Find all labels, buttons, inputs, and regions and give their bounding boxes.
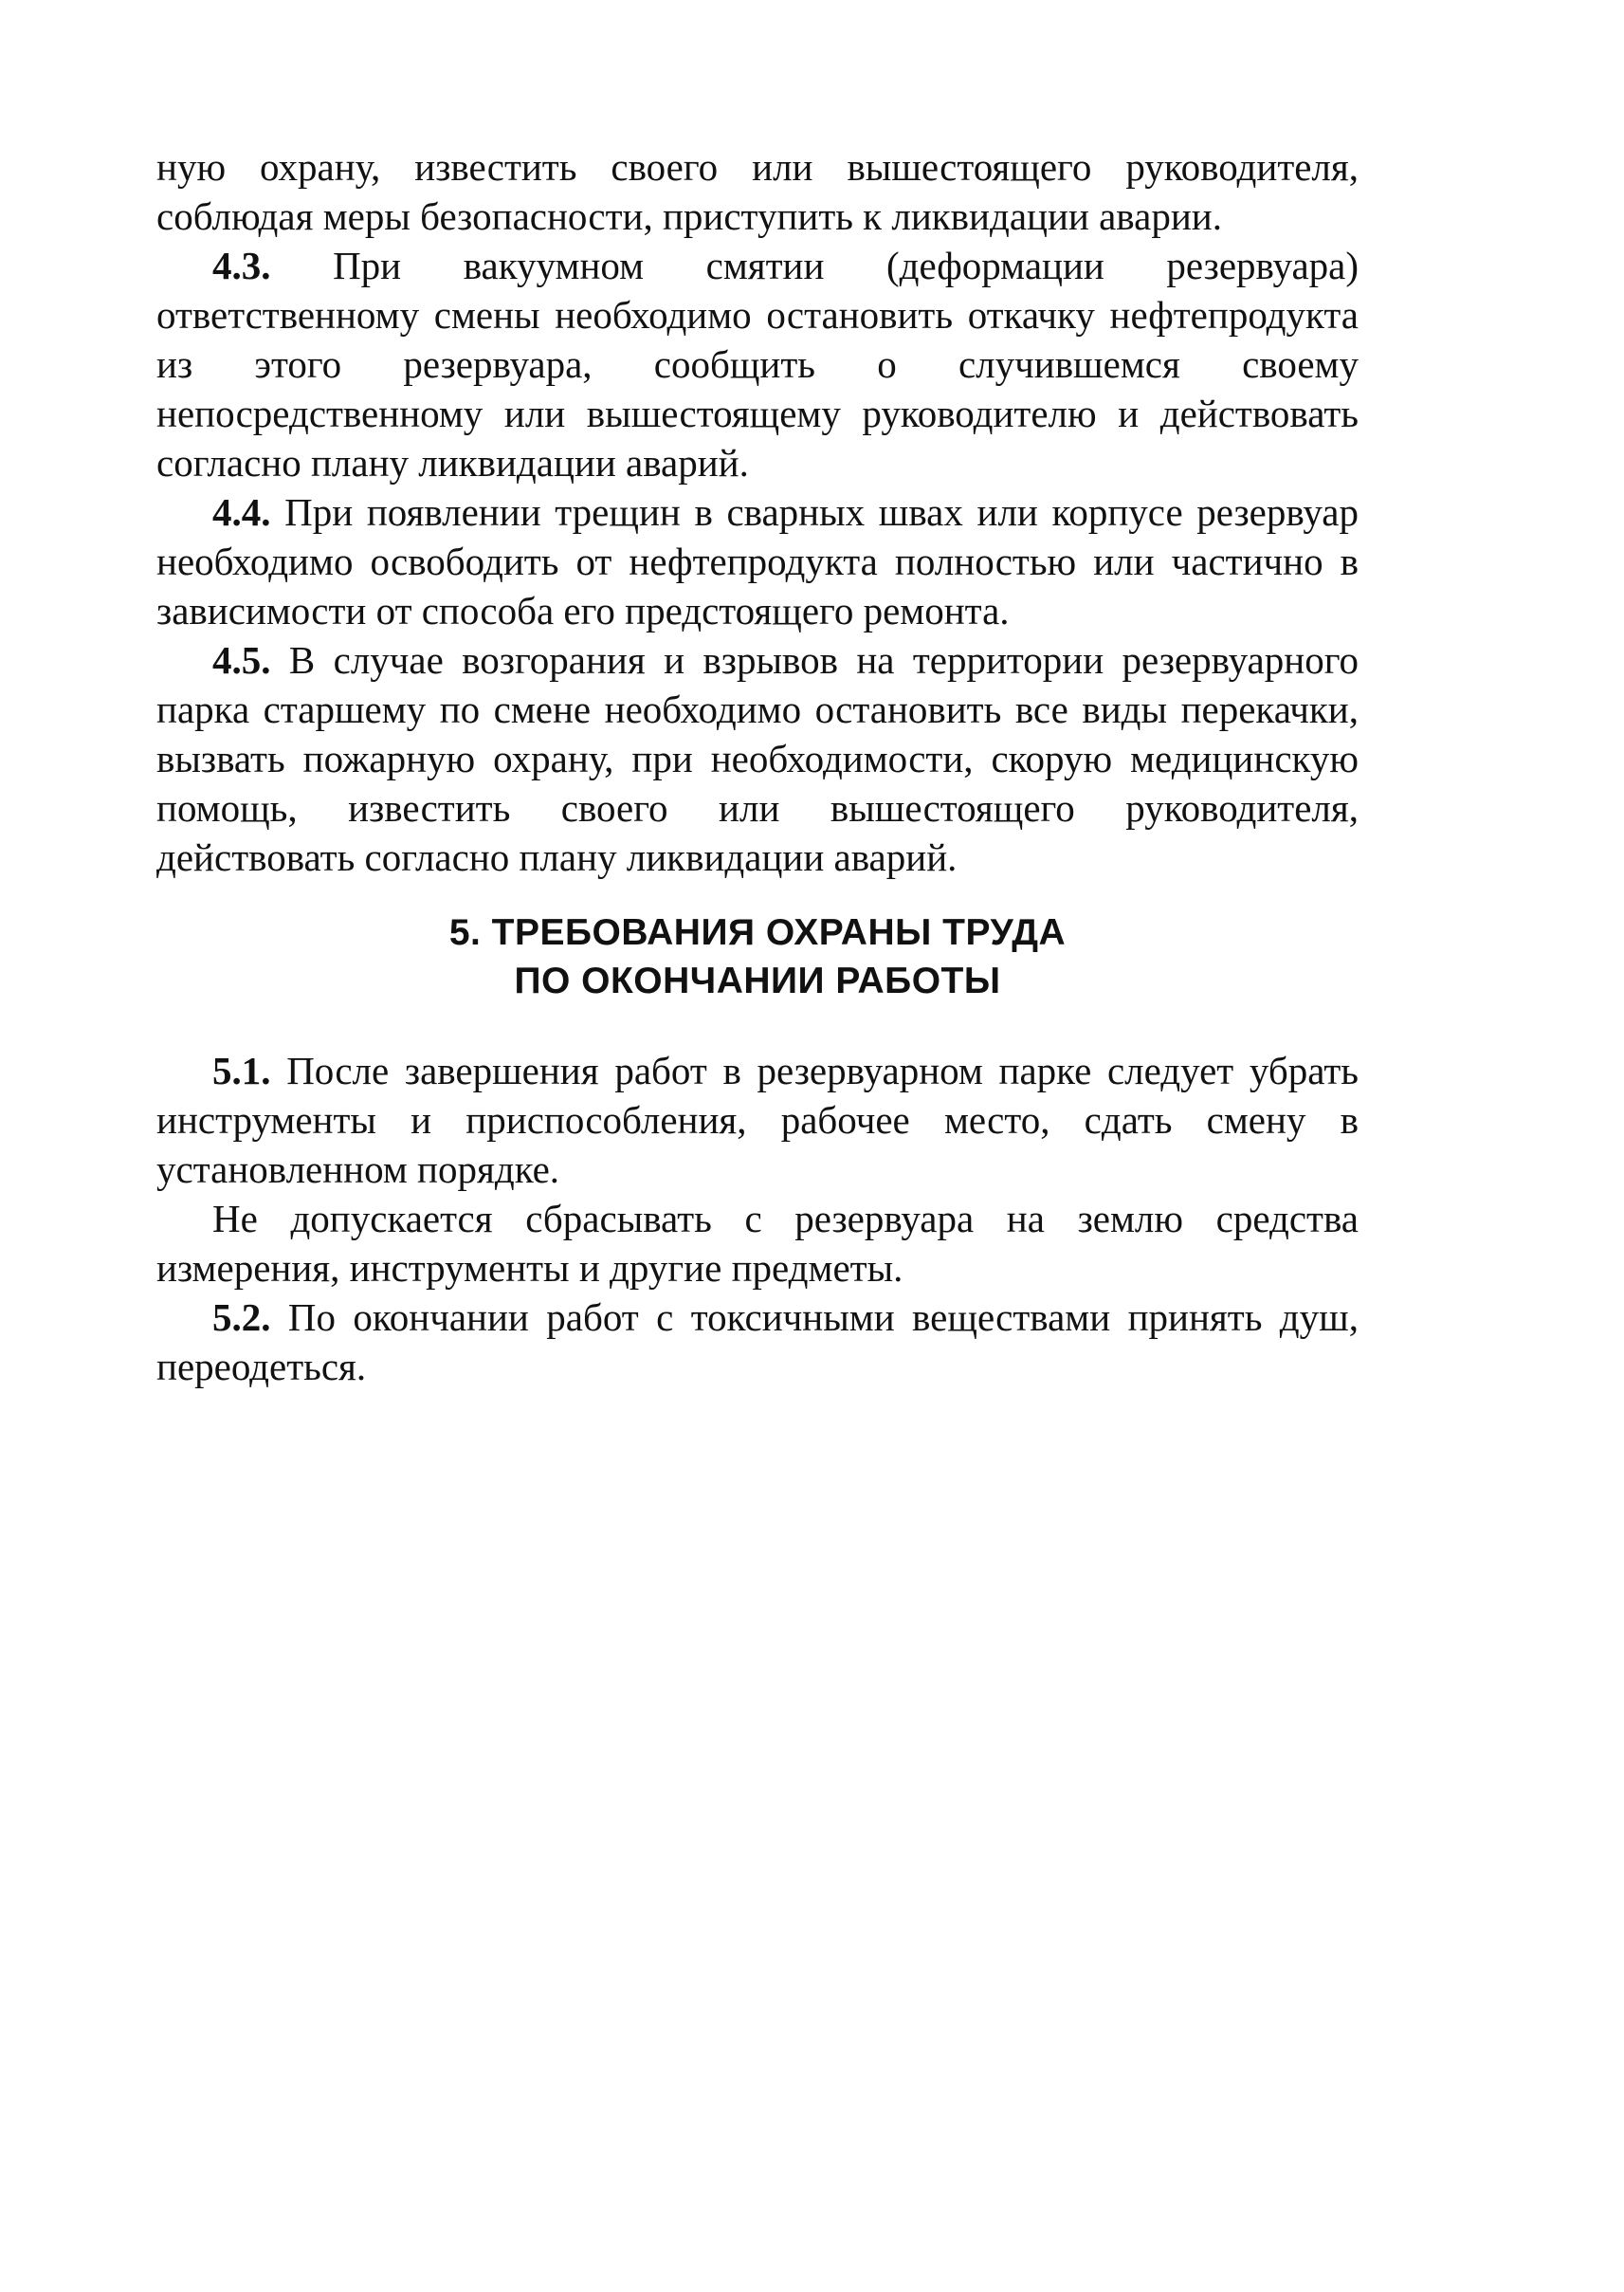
paragraph-4-2-tail (156, 142, 1359, 241)
paragraph-text: В случае возгорания и взрывов на территории резервуарного парка старшему по смене необходимо остановить все виды перекачки, вызвать пожарную охрану, при необходимости, скорую медицинскую помощь, известить своего или вышестоящего руководителя, действовать согласно плану ликвидации аварий. (156, 638, 1359, 879)
section-5-heading (156, 908, 1359, 1005)
paragraph-number: 4.3. (212, 244, 271, 287)
paragraph-5-1 (156, 1046, 1359, 1194)
paragraph-5-1-note (156, 1194, 1359, 1293)
paragraph-text: ную охрану, известить своего или вышестоящего руководителя, соблюдая меры безопасности, приступить к ликвидации аварии. (156, 145, 1359, 238)
paragraph-5-2 (156, 1293, 1359, 1391)
paragraph-text: Не допускается сбрасывать с резервуара на землю средства измерения, инструменты и другие предметы. (156, 1197, 1359, 1290)
paragraph-text: По окончании работ с токсичными веществами принять душ, переодеться. (156, 1295, 1359, 1388)
paragraph-text: При появлении трещин в сварных швах или корпусе резервуар необходимо освободить от нефтепродукта полностью или частично в зависимости от способа его предстоящего ремонта. (156, 490, 1359, 633)
paragraph-number: 4.4. (212, 490, 271, 534)
paragraph-number: 4.5. (212, 638, 271, 682)
paragraph-4-4 (156, 487, 1359, 635)
paragraph-text: При вакуумном смятии (деформации резервуара) ответственному смены необходимо остановить откачку нефтепродукта из этого резервуара, сообщить о случившемся своему непосредственному или вышестоящему руководителю и действовать согласно плану ликвидации аварий. (156, 244, 1359, 485)
paragraph-number: 5.1. (212, 1049, 271, 1092)
paragraph-text: После завершения работ в резервуарном парке следует убрать инструменты и приспособления, рабочее место, сдать смену в установленном порядке. (156, 1049, 1359, 1191)
section-4-continuation (156, 142, 1359, 882)
heading-line-2: ПО ОКОНЧАНИИ РАБОТЫ (514, 961, 1001, 1001)
section-5-body (156, 1046, 1359, 1391)
heading-line-1: 5. ТРЕБОВАНИЯ ОХРАНЫ ТРУДА (448, 912, 1067, 953)
paragraph-number: 5.2. (212, 1295, 271, 1339)
paragraph-4-5 (156, 635, 1359, 882)
paragraph-4-3 (156, 241, 1359, 487)
